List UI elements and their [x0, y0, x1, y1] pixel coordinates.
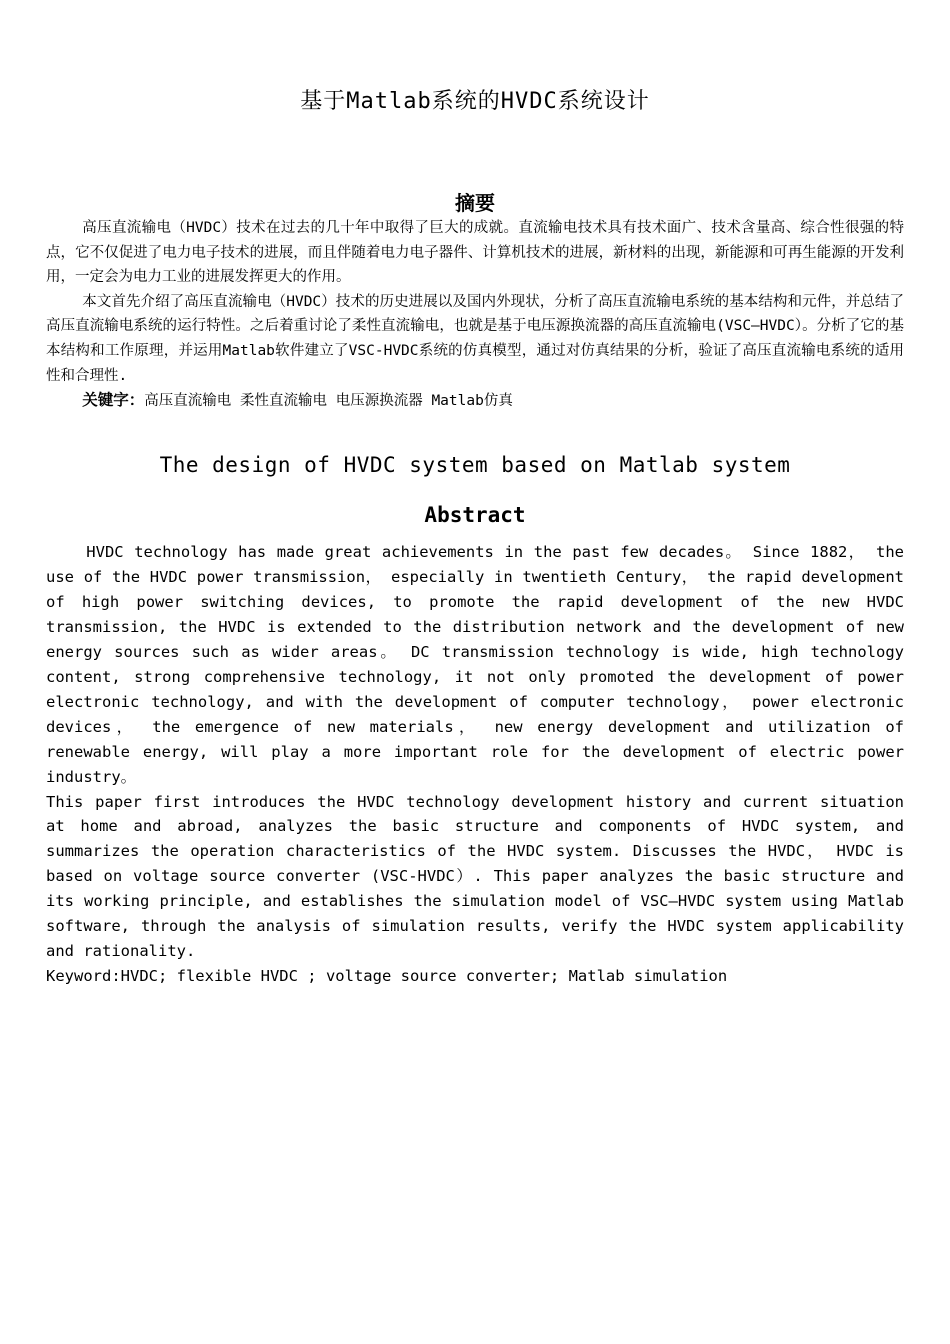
chinese-abstract-paragraph-1: 高压直流输电（HVDC）技术在过去的几十年中取得了巨大的成就。直流输电技术具有技术面广、技术含量高、综合性很强的特点，它不仅促进了电力电子技术的进展，而且伴随着电力电子器件、计算机技术的进展，新材料的出现，新能源和可再生能源的开发利用，一定会为电力工业的进展发挥更大的作用。 — [46, 220, 904, 286]
english-abstract-paragraph-2: This paper first introduces the HVDC technology development history and current situation at home and abroad, analyzes the basic structure and components of HVDC system, and summarizes the operation characteristics of the HVDC system. Discusses the HVDC， HVDC is based on voltage source converter (VSC-HVDC）. This paper analyzes the basic structure and its working principle, and establishes the simulation model of VSC—HVDC system using Matlab software, through the analysis of simulation results, verify the HVDC system applicability and rationality. — [46, 792, 904, 961]
chinese-abstract-heading: 摘要 — [455, 191, 495, 215]
english-title: The design of HVDC system based on Matlab system — [159, 453, 791, 477]
chinese-keywords-label: 关键字： — [82, 391, 145, 410]
chinese-title: 基于Matlab系统的HVDC系统设计 — [300, 89, 650, 114]
english-abstract-heading: Abstract — [424, 503, 526, 527]
chinese-abstract-body — [46, 216, 904, 414]
english-abstract-body — [46, 540, 904, 989]
english-keywords-line: Keyword:HVDC; flexible HVDC ; voltage source converter; Matlab simulation — [46, 967, 728, 986]
chinese-abstract-paragraph-2: 本文首先介绍了高压直流输电（HVDC）技术的历史进展以及国内外现状，分析了高压直流输电系统的基本结构和元件，并总结了高压直流输电系统的运行特性。之后着重讨论了柔性直流输电，也就是基于电压源换流器的高压直流输电(VSC—HVDC）。分析了它的基本结构和工作原理，并运用Matlab软件建立了VSC-HVDC系统的仿真模型，通过对仿真结果的分析，验证了高压直流输电系统的适用性和合理性. — [46, 293, 904, 384]
english-abstract-paragraph-1: HVDC technology has made great achievements in the past few decades。 Since 1882， the use of the HVDC power transmission， especially in twentieth Century， the rapid development of high power switching devices, to promote the rapid development of the new HVDC transmission, the HVDC is extended to the distribution network and the development of new energy sources such as wider areas。 DC transmission technology is wide, high technology content, strong comprehensive technology, it not only promoted the development of power electronic technology, and with the development of computer technology， power electronic devices， the emergence of new materials， new energy development and utilization of renewable energy, will play a more important role for the development of electric power industry。 — [46, 543, 904, 786]
chinese-keywords-text: 高压直流输电 柔性直流输电 电压源换流器 Matlab仿真 — [144, 393, 513, 410]
chinese-keywords-line — [46, 388, 904, 414]
